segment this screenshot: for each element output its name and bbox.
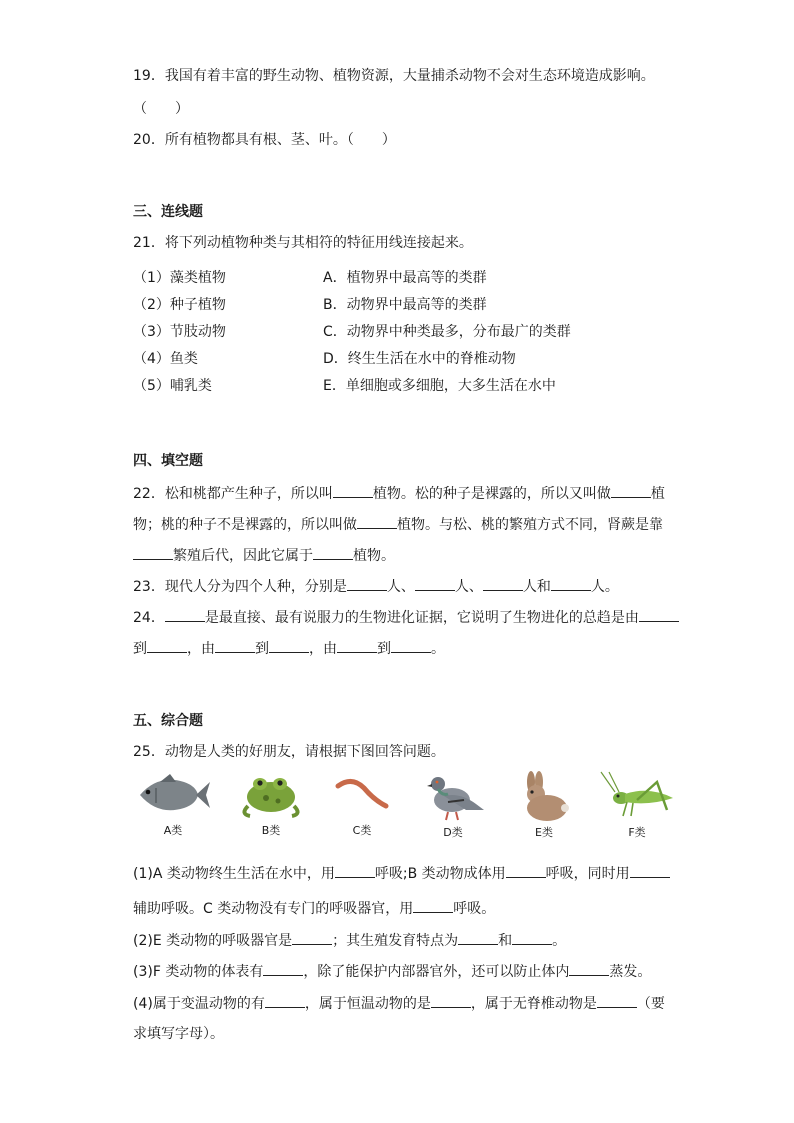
question-25: 25．动物是人类的好朋友，请根据下图回答问题。 [133, 744, 445, 760]
match-left-1[interactable]: （1）藻类植物 [133, 270, 226, 286]
blank-25-1[interactable] [335, 863, 375, 878]
blank-25-9[interactable] [569, 961, 609, 976]
match-left-4[interactable]: （4）鱼类 [133, 351, 198, 367]
question-23: 23．现代人分为四个人种，分别是 人、 人、 人和 人。 [133, 576, 619, 597]
blank-25-10[interactable] [265, 993, 305, 1008]
animal-b [231, 770, 311, 838]
blank-25-6[interactable] [458, 930, 498, 945]
animal-a [133, 770, 213, 838]
blank-23-4[interactable] [551, 576, 591, 591]
animal-e [504, 770, 584, 840]
blank-22-5[interactable] [313, 545, 353, 560]
frog-icon [236, 770, 306, 820]
question-22-line-3: 繁殖后代，因此它属于 植物。 [133, 545, 395, 566]
animal-d-label: D类 [443, 826, 463, 839]
blank-24-7[interactable] [391, 638, 431, 653]
blank-25-7[interactable] [512, 930, 552, 945]
question-19: 19．我国有着丰富的野生动物、植物资源，大量捕杀动物不会对生态环境造成影响。 [133, 68, 655, 84]
match-right-b[interactable]: B．动物界中最高等的类群 [323, 297, 487, 313]
blank-25-8[interactable] [263, 961, 303, 976]
animal-a-label: A类 [163, 824, 183, 837]
match-left-3[interactable]: （3）节肢动物 [133, 324, 226, 340]
question-22-line-1: 22．松和桃都产生种子，所以叫 植物。松的种子是裸露的，所以又叫做 植 [133, 483, 665, 504]
question-22-line-2: 物；桃的种子不是裸露的，所以叫做 植物。与松、桃的繁殖方式不同，肾蕨是靠 [133, 514, 663, 535]
question-25-sub-3: (3)F 类动物的体表有 ，除了能保护内部器官外，还可以防止体内 蒸发。 [133, 961, 651, 982]
animal-c-label: C类 [352, 824, 372, 837]
blank-23-3[interactable] [483, 576, 523, 591]
blank-25-11[interactable] [431, 993, 471, 1008]
question-24-line-1: 24． 是最直接、最有说服力的生物进化证据，它说明了生物进化的总趋是由 [133, 607, 679, 628]
blank-24-2[interactable] [639, 607, 679, 622]
question-19-answer-paren[interactable]: （ ） [133, 101, 189, 117]
earthworm-icon [330, 770, 394, 820]
match-right-c[interactable]: C．动物界中种类最多，分布最广的类群 [323, 324, 571, 340]
match-left-5[interactable]: （5）哺乳类 [133, 378, 212, 394]
blank-22-1[interactable] [333, 483, 373, 498]
animal-d [413, 770, 493, 840]
match-left-2[interactable]: （2）种子植物 [133, 297, 226, 313]
animal-b-label: B类 [261, 824, 281, 837]
rabbit-icon [509, 770, 579, 822]
section-4-heading: 四、填空题 [133, 453, 203, 469]
blank-24-4[interactable] [215, 638, 255, 653]
question-20: 20．所有植物都具有根、茎、叶。（ ） [133, 132, 396, 148]
blank-25-2[interactable] [506, 863, 546, 878]
question-24-line-2: 到 ，由 到 ，由 到 。 [133, 638, 445, 659]
section-5-heading: 五、综合题 [133, 713, 203, 729]
blank-22-4[interactable] [133, 545, 173, 560]
question-21: 21．将下列动植物种类与其相符的特征用线连接起来。 [133, 235, 473, 251]
blank-24-1[interactable] [165, 607, 205, 622]
blank-25-4[interactable] [413, 898, 453, 913]
fish-icon [134, 770, 212, 820]
question-25-sub-1-line-2: 辅助呼吸。C 类动物没有专门的呼吸器官，用 呼吸。 [133, 898, 495, 919]
question-25-sub-2: (2)E 类动物的呼吸器官是 ；其生殖发育特点为 和 。 [133, 930, 566, 951]
animal-f-label: F类 [628, 826, 646, 839]
animal-f [597, 770, 677, 840]
blank-22-3[interactable] [357, 514, 397, 529]
blank-24-5[interactable] [269, 638, 309, 653]
question-25-sub-4-line-1: (4)属于变温动物的有 ，属于恒温动物的是 ，属于无脊椎动物是 （要 [133, 993, 665, 1014]
blank-24-6[interactable] [337, 638, 377, 653]
blank-23-1[interactable] [347, 576, 387, 591]
section-3-heading: 三、连线题 [133, 204, 203, 220]
blank-23-2[interactable] [415, 576, 455, 591]
blank-24-3[interactable] [147, 638, 187, 653]
pigeon-icon [418, 770, 488, 822]
match-right-d[interactable]: D．终生生活在水中的脊椎动物 [323, 351, 516, 367]
animal-e-label: E类 [535, 826, 553, 839]
match-right-e[interactable]: E．单细胞或多细胞，大多生活在水中 [323, 378, 556, 394]
blank-25-12[interactable] [597, 993, 637, 1008]
grasshopper-icon [597, 770, 681, 822]
question-25-sub-1-line-1: (1)A 类动物终生生活在水中，用 呼吸;B 类动物成体用 呼吸，同时用 [133, 863, 670, 884]
animal-c [322, 770, 402, 838]
match-right-a[interactable]: A．植物界中最高等的类群 [323, 270, 487, 286]
question-25-sub-4-line-2: 求填写字母）。 [133, 1026, 224, 1042]
blank-22-2[interactable] [611, 483, 651, 498]
blank-25-3[interactable] [630, 863, 670, 878]
blank-25-5[interactable] [292, 930, 332, 945]
